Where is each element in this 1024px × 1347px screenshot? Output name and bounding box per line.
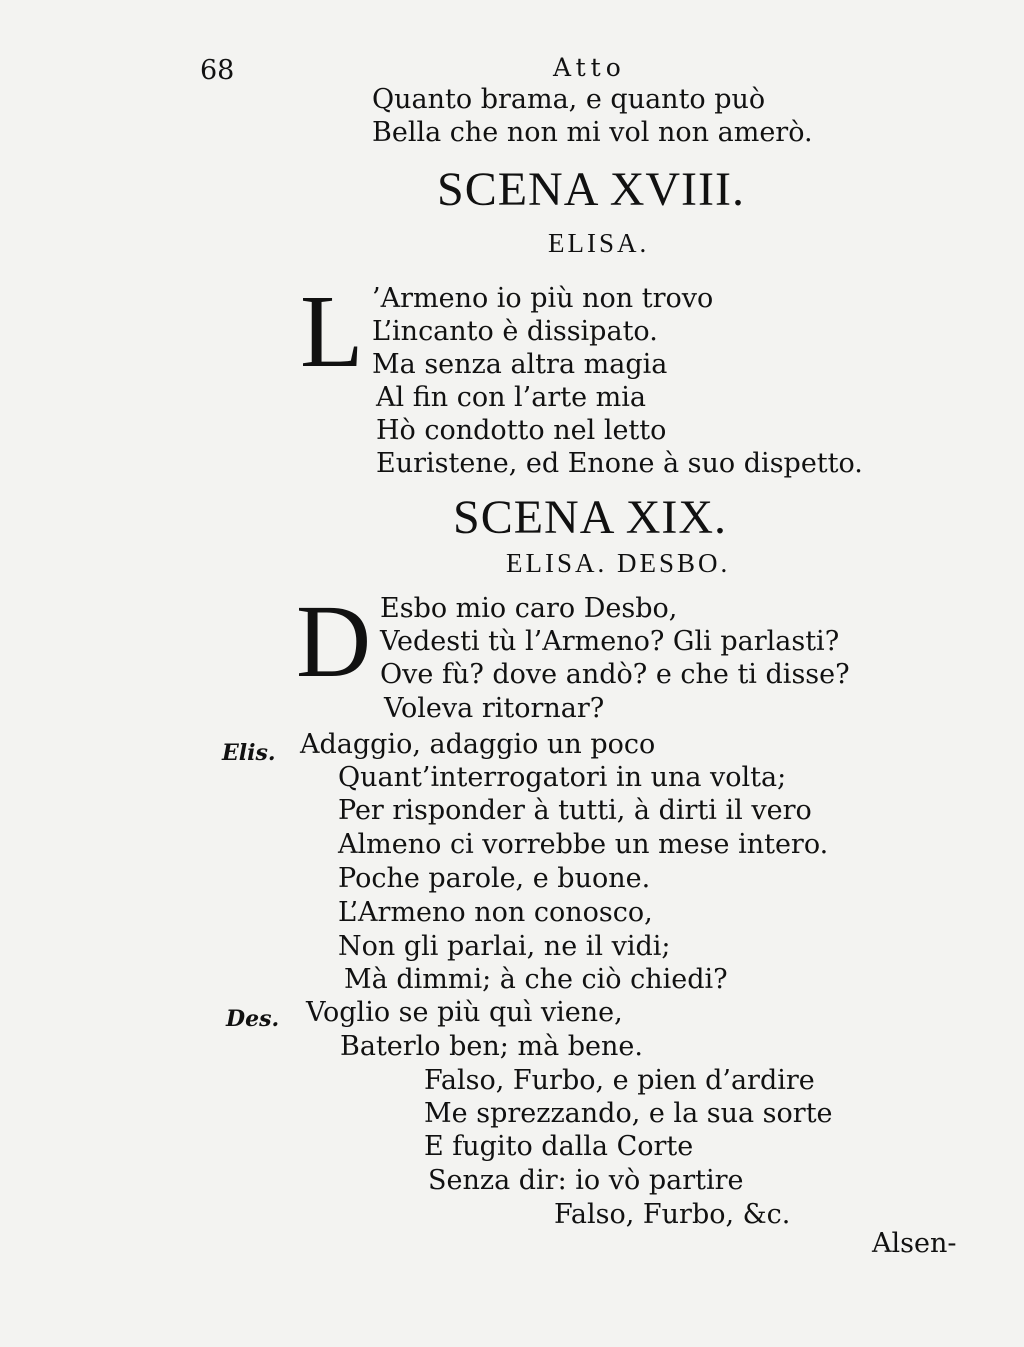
verse-line: Vedesti tù l’Armeno? Gli parlasti? bbox=[380, 626, 840, 657]
verse-line: Al fin con l’arte mia bbox=[376, 382, 647, 413]
verse-line: Quant’interrogatori in una volta; bbox=[338, 762, 787, 793]
verse-line: Falso, Furbo, e pien d’ardire bbox=[424, 1065, 815, 1096]
catchword: Alsen- bbox=[872, 1228, 957, 1259]
verse-line: Euristene, ed Enone à suo dispetto. bbox=[376, 448, 863, 479]
verse-line: Mà dimmi; à che ciò chiedi? bbox=[344, 964, 728, 995]
verse-line: Voglio se più quì viene, bbox=[306, 997, 623, 1028]
verse-line: Ove fù? dove andò? e che ti disse? bbox=[380, 659, 850, 690]
verse-line: Per risponder à tutti, à dirti il vero bbox=[338, 795, 812, 826]
verse-line: Hò condotto nel letto bbox=[376, 415, 667, 446]
scene-title: SCENA XVIII. bbox=[437, 163, 745, 216]
verse-line: ’Armeno io più non trovo bbox=[372, 283, 714, 314]
verse-line: L’Armeno non conosco, bbox=[338, 897, 653, 928]
verse-line: Senza dir: io vò partire bbox=[428, 1165, 744, 1196]
verse-line: Ma senza altra magia bbox=[372, 349, 668, 380]
scene-characters: ELISA. bbox=[548, 228, 650, 258]
speaker-label: Elis. bbox=[222, 740, 276, 766]
verse-line: Quanto brama, e quanto può bbox=[372, 84, 766, 115]
page-number: 68 bbox=[200, 55, 235, 86]
scene-characters: ELISA. DESBO. bbox=[506, 548, 731, 578]
speaker-label: Des. bbox=[226, 1006, 280, 1032]
verse-line: Poche parole, e buone. bbox=[338, 863, 651, 894]
scene-title: SCENA XIX. bbox=[453, 491, 728, 544]
verse-line: Voleva ritornar? bbox=[384, 693, 605, 724]
drop-cap: L bbox=[300, 274, 364, 389]
verse-line: Non gli parlai, ne il vidi; bbox=[338, 931, 671, 962]
verse-line: Almeno ci vorrebbe un mese intero. bbox=[338, 829, 829, 860]
refrain-line: Falso, Furbo, &c. bbox=[554, 1199, 791, 1230]
verse-line: Me sprezzando, e la sua sorte bbox=[424, 1098, 833, 1129]
verse-line: Esbo mio caro Desbo, bbox=[380, 593, 678, 624]
verse-line: L’incanto è dissipato. bbox=[372, 316, 658, 347]
verse-line: Baterlo ben; mà bene. bbox=[340, 1031, 643, 1062]
verse-line: Adaggio, adaggio un poco bbox=[300, 729, 656, 760]
verse-line: Bella che non mi vol non amerò. bbox=[372, 117, 813, 148]
verse-line: E fugito dalla Corte bbox=[424, 1131, 694, 1162]
drop-cap: D bbox=[296, 584, 372, 699]
running-head: Atto bbox=[553, 53, 626, 82]
